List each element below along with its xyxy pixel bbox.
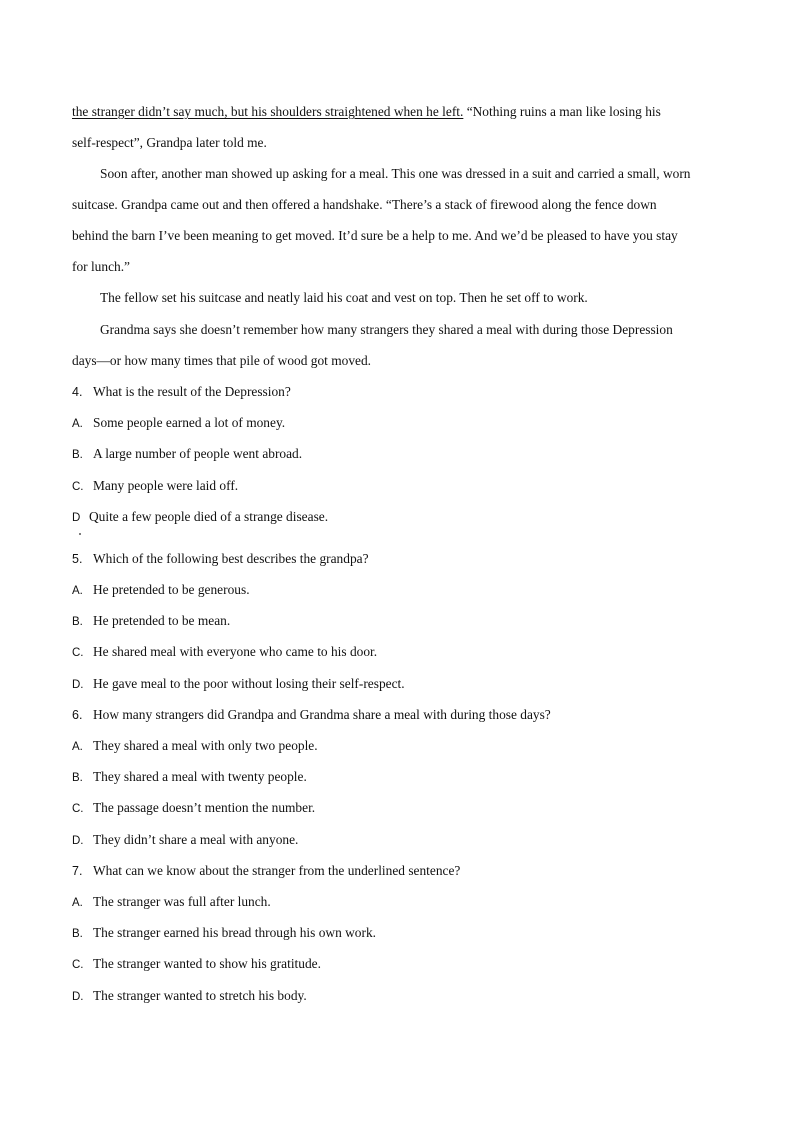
option-4a	[72, 413, 732, 433]
passage-line: The fellow set his suitcase and neatly laid his coat and vest on top. Then he set off to work.	[100, 290, 588, 305]
option-5c	[72, 642, 732, 662]
question-6	[72, 705, 732, 725]
option-letter: C.	[72, 803, 84, 815]
option-6b	[72, 767, 732, 787]
question-text: Which of the following best describes the grandpa?	[93, 551, 369, 566]
option-letter: B.	[72, 616, 83, 628]
question-5	[72, 549, 732, 569]
option-text: He gave meal to the poor without losing their self-respect.	[93, 676, 405, 691]
option-text: The stranger was full after lunch.	[93, 894, 271, 909]
option-text: He pretended to be generous.	[93, 582, 250, 597]
option-letter: A.	[72, 585, 83, 597]
passage-line	[72, 102, 732, 122]
option-7a	[72, 892, 732, 912]
option-4d	[72, 507, 732, 527]
question-number: 4.	[72, 385, 83, 399]
stray-mark	[79, 533, 81, 535]
option-text: The stranger wanted to stretch his body.	[93, 988, 307, 1003]
question-7	[72, 861, 732, 881]
option-7d	[72, 986, 732, 1006]
passage-line: Grandma says she doesn’t remember how many strangers they shared a meal with during those Depression	[100, 322, 673, 337]
question-4	[72, 382, 732, 402]
option-6d	[72, 830, 732, 850]
option-letter: A.	[72, 418, 83, 430]
option-text: He shared meal with everyone who came to his door.	[93, 644, 378, 659]
option-text: Many people were laid off.	[93, 478, 239, 493]
passage-line: self-respect”, Grandpa later told me.	[72, 135, 267, 150]
option-letter: B.	[72, 449, 83, 461]
question-text: How many strangers did Grandpa and Grandma share a meal with during those days?	[93, 707, 551, 722]
passage-line: Soon after, another man showed up asking for a meal. This one was dressed in a suit and carried a small, worn	[100, 166, 691, 181]
option-letter: C.	[72, 647, 84, 659]
passage-line: for lunch.”	[72, 259, 131, 274]
option-5b	[72, 611, 732, 631]
question-text: What can we know about the stranger from the underlined sentence?	[93, 863, 461, 878]
question-number: 7.	[72, 864, 83, 878]
option-letter: D.	[72, 835, 84, 847]
option-text: They didn’t share a meal with anyone.	[93, 832, 299, 847]
passage-line: days—or how many times that pile of wood got moved.	[72, 353, 372, 368]
option-letter: B.	[72, 772, 83, 784]
option-text: They shared a meal with only two people.	[93, 738, 318, 753]
option-7b	[72, 923, 732, 943]
passage-line: behind the barn I’ve been meaning to get moved. It’d sure be a help to me. And we’d be pleased to have you stay	[72, 228, 678, 243]
option-text: Some people earned a lot of money.	[93, 415, 286, 430]
option-text: Quite a few people died of a strange disease.	[89, 509, 329, 524]
option-6a	[72, 736, 732, 756]
option-7c	[72, 954, 732, 974]
option-letter: C.	[72, 959, 84, 971]
option-letter: B.	[72, 928, 83, 940]
option-5d	[72, 674, 732, 694]
question-number: 5.	[72, 552, 83, 566]
option-letter: D	[72, 512, 81, 524]
option-letter: C.	[72, 481, 84, 493]
question-number: 6.	[72, 708, 83, 722]
option-4c	[72, 476, 732, 496]
option-letter: D.	[72, 991, 84, 1003]
option-letter: A.	[72, 897, 83, 909]
option-text: The passage doesn’t mention the number.	[93, 800, 316, 815]
underlined-sentence: the stranger didn’t say much, but his shoulders straightened when he left.	[72, 104, 464, 119]
option-text: He pretended to be mean.	[93, 613, 231, 628]
option-letter: A.	[72, 741, 83, 753]
option-letter: D.	[72, 679, 84, 691]
passage-line: suitcase. Grandpa came out and then offered a handshake. “There’s a stack of firewood along the fence down	[72, 197, 657, 212]
option-text: A large number of people went abroad.	[93, 446, 303, 461]
option-6c	[72, 798, 732, 818]
option-text: The stranger earned his bread through his own work.	[93, 925, 376, 940]
passage-text: “Nothing ruins a man like losing his	[463, 104, 661, 119]
option-4b	[72, 444, 732, 464]
option-text: They shared a meal with twenty people.	[93, 769, 307, 784]
option-5a	[72, 580, 732, 600]
question-text: What is the result of the Depression?	[93, 384, 291, 399]
option-text: The stranger wanted to show his gratitude.	[93, 956, 321, 971]
